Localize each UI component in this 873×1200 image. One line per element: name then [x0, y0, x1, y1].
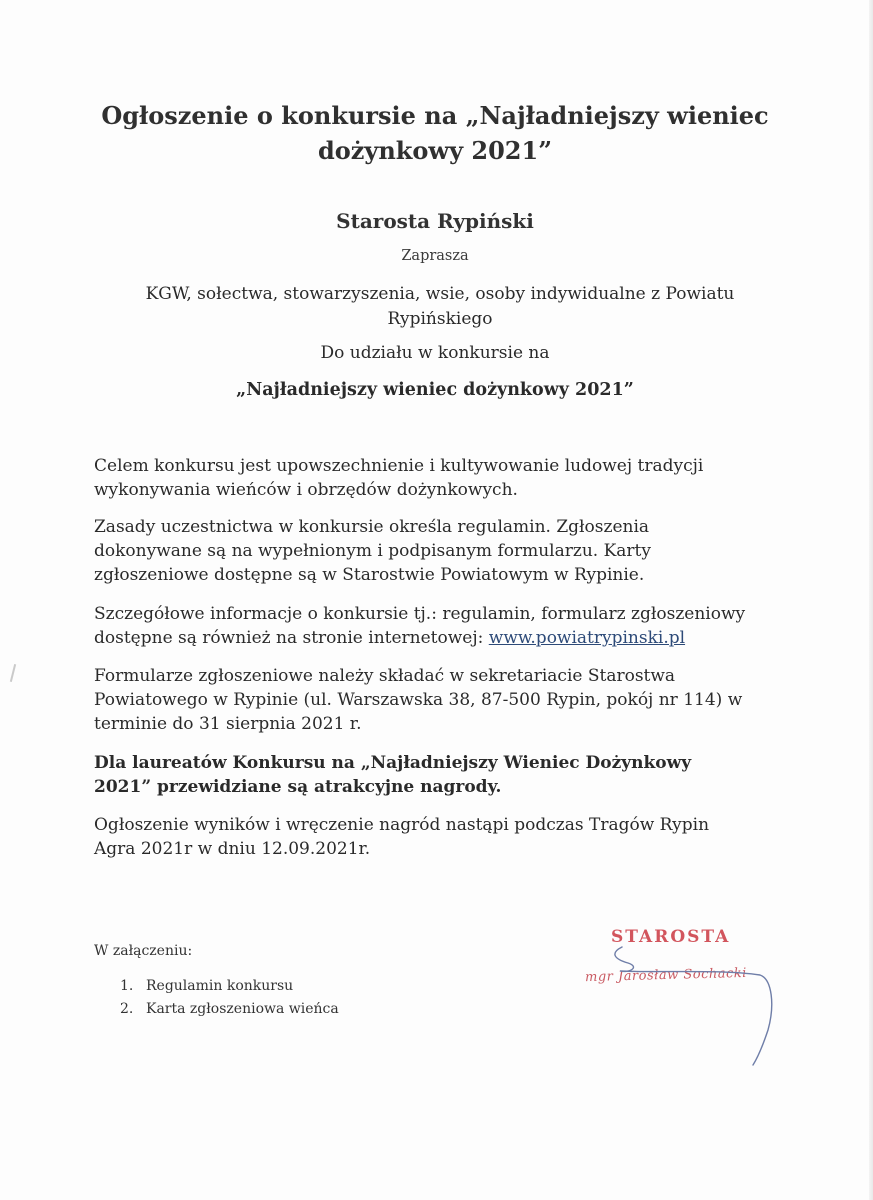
rules-paragraph: Zasady uczestnictwa w konkursie określa regulamin. Zgłoszenia dokonywane są na wypełnionym i podpisanym formularzu. Karty zgłoszeniowe dostępne są w Starostwie Powiatowym w Rypinie.: [94, 517, 651, 585]
submission-paragraph: Formularze zgłoszeniowe należy składać w sekretariacie Starostwa Powiatowego w Rypinie (ul. Warszawska 38, 87-500 Rypin, pokój nr 114) w terminie do 31 sierpnia 2021 r.: [94, 666, 743, 734]
list-item-text: Regulamin konkursu: [146, 978, 294, 994]
stamp-title: STAROSTA: [611, 927, 731, 947]
document-title: Ogłoszenie o konkursie na „Najładniejszy wieniec dożynkowy 2021”: [101, 101, 769, 165]
attachments-label: W załączeniu:: [94, 943, 193, 959]
contest-name: „Najładniejszy wieniec dożynkowy 2021”: [236, 380, 634, 400]
list-item-number: 1.: [120, 978, 134, 994]
invite-word: Zaprasza: [401, 248, 469, 264]
attachments-list: [120, 975, 339, 1021]
website-link[interactable]: www.powiatrypinski.pl: [488, 628, 686, 648]
scan-mark: [10, 664, 16, 682]
participation-text: Do udziału w konkursie na: [320, 343, 550, 363]
list-item-text: Karta zgłoszeniowa wieńca: [146, 1001, 339, 1017]
invitees-text: KGW, sołectwa, stowarzyszenia, wsie, osoby indywidualne z Powiatu Rypińskiego: [145, 284, 735, 329]
details-paragraph: [94, 602, 754, 650]
list-item-number: 2.: [120, 1001, 134, 1017]
prizes-paragraph: Dla laureatów Konkursu na „Najładniejszy Wieniec Dożynkowy 2021” przewidziane są atrakcyjne nagrody.: [94, 753, 692, 797]
list-item: [120, 975, 339, 998]
details-text: Szczegółowe informacje o konkursie tj.: regulamin, formularz zgłoszeniowy dostępne są również na stronie internetowej:: [94, 604, 746, 648]
page-edge: [869, 0, 873, 1200]
issuer-heading: Starosta Rypiński: [336, 209, 534, 233]
list-item: [120, 998, 339, 1021]
results-paragraph: Ogłoszenie wyników i wręczenie nagród nastąpi podczas Tragów Rypin Agra 2021r w dniu 12.09.2021r.: [94, 815, 710, 859]
goal-paragraph: Celem konkursu jest upowszechnienie i kultywowanie ludowej tradycji wykonywania wieńców i obrzędów dożynkowych.: [94, 456, 704, 500]
handwritten-signature: [600, 945, 790, 1070]
stamp-name: mgr Jarosław Sochacki: [584, 965, 748, 986]
